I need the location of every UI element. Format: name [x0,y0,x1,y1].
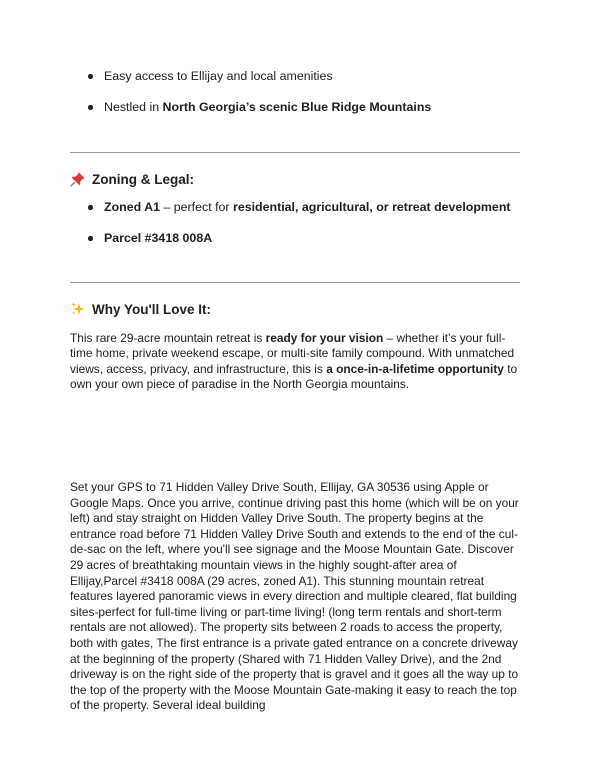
divider [70,152,520,153]
list-item-prefix: Nestled in [104,100,163,114]
why-bold-2: a once-in-a-lifetime opportunity [326,361,504,376]
list-item-bold: North Georgia’s scenic Blue Ridge Mountains [162,100,432,114]
sparkles-icon [70,301,86,317]
list-item-text: Easy access to Ellijay and local amenities [104,69,333,83]
zoning-list [86,199,511,246]
zoning-heading [70,171,194,187]
bullet-icon [88,236,93,241]
list-item [86,68,431,84]
list-item [86,99,431,115]
why-bold-1: ready for your vision [265,331,384,345]
zoning-uses: residential, agricultural, or retreat development [233,200,511,214]
zoning-heading-text: Zoning & Legal: [92,171,194,187]
parcel-number: Parcel #3418 008A [104,231,213,245]
why-heading [70,301,211,317]
bullet-icon [88,74,93,79]
zoning-middle-text: – perfect for [160,200,234,214]
zoning-code: Zoned A1 [104,200,160,214]
why-text-2: – whether it’s your full-time home, private weekend escape, or multi-site family compound. With unmatched views, access, privacy, and infrastructure, this is [70,331,515,376]
why-heading-text: Why You'll Love It: [92,301,211,317]
list-item [86,199,511,215]
directions-paragraph: Set your GPS to 71 Hidden Valley Drive South, Ellijay, GA 30536 using Apple or Google Maps. Once you arrive, continue driving past this home (which will be on your left) and stay straight on Hidden Valley Drive South. The property begins at the entrance road before 71 Hidden Valley Drive South and extends to the end of the cul-de-sac on the left, where you'll see signage and the Moose Mountain Gate. Discover 29 acres of breathtaking mountain views in the highly sought-after area of Ellijay,Parcel #3418 008A (29 acres, zoned A1). This stunning mountain retreat features layered panoramic views in every direction and multiple cleared, flat building sites-perfect for full-time living or part-time living! (long term rentals and short-term rentals are not allowed). The property sits between 2 roads to access the property, both with gates, The first entrance is a private gated entrance on a concrete driveway at the beginning of the property (Shared with 71 Hidden Valley Drive), and the 2nd driveway is on the right side of the property that is gravel and it goes all the way up to the top of the property with the Moose Mountain Gate-making it easy to reach the top of the property. Several ideal building [70,480,519,713]
why-paragraph [70,331,525,392]
bullet-icon [88,105,93,110]
list-item [86,230,511,246]
divider [70,282,520,283]
why-text-1: This rare 29-acre mountain retreat is [70,331,266,345]
pushpin-icon [70,171,86,187]
why-text-3: to own your own piece of paradise in the North Georgia mountains. [70,361,518,391]
location-list [86,68,431,115]
bullet-icon [88,205,93,210]
